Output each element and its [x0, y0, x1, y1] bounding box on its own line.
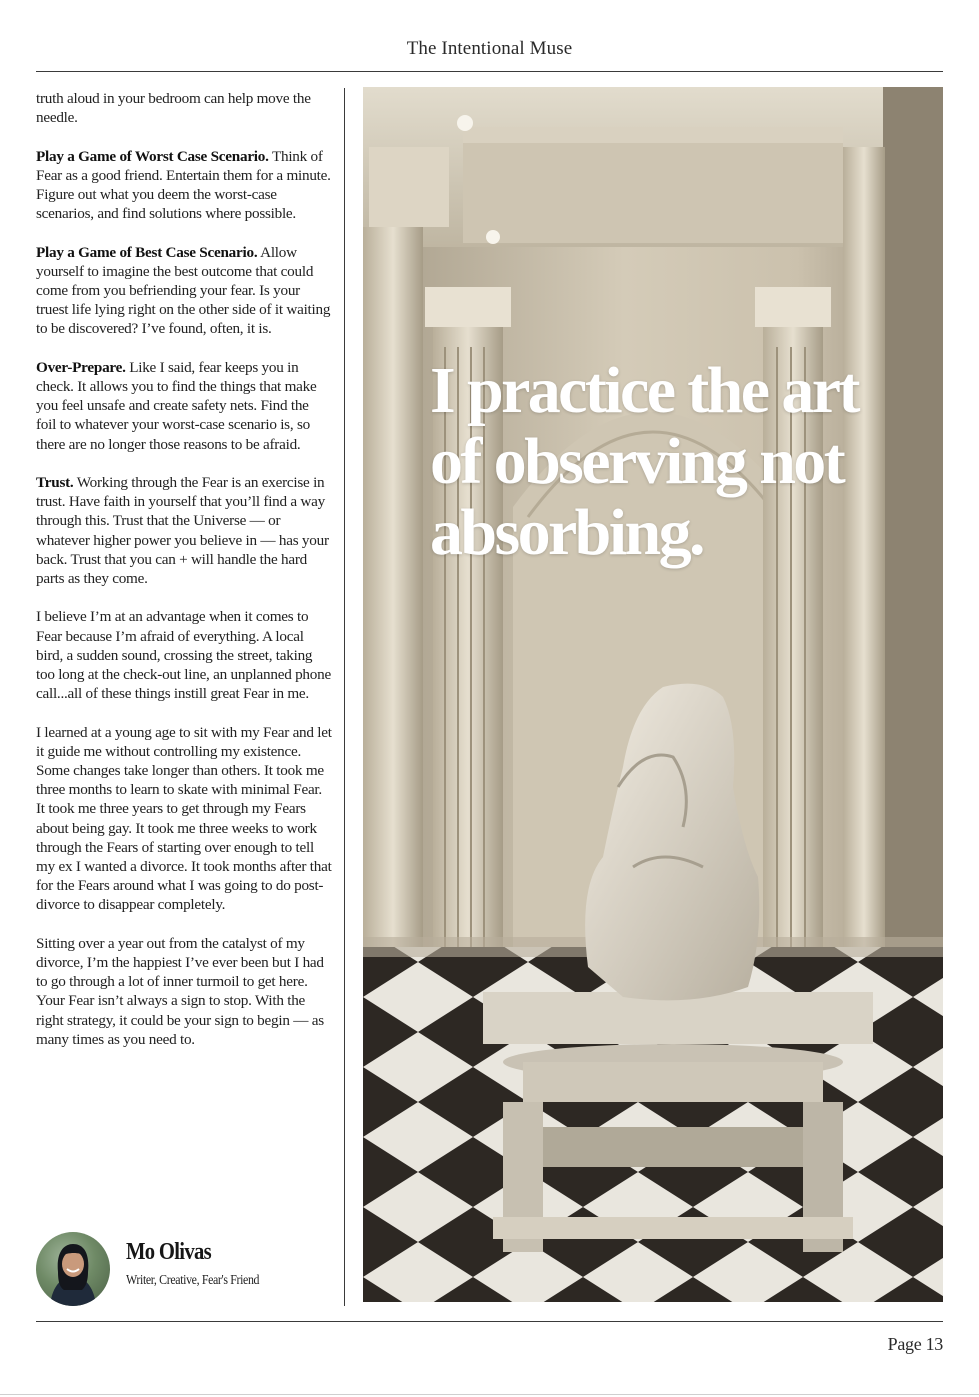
article-paragraph	[36, 723, 332, 915]
paragraph-text: Like I said, fear keeps you in check. It allows you to find the things that make you feel unsafe and create safety nets. Find the foil to whatever your worst-case scenario is, so there are no longer those reasons to be afraid.	[36, 358, 317, 453]
paragraph-lead: Play a Game of Best Case Scenario.	[36, 243, 258, 261]
feature-photo	[363, 87, 943, 1302]
article-paragraph	[36, 473, 332, 588]
article-paragraph	[36, 243, 332, 339]
footer-divider	[36, 1321, 943, 1322]
header-divider	[36, 71, 943, 72]
page-edge	[0, 1394, 979, 1395]
article-paragraph	[36, 934, 332, 1049]
author-avatar	[36, 1232, 110, 1306]
paragraph-lead: Trust.	[36, 474, 74, 491]
article-body	[36, 89, 332, 1068]
paragraph-text: Think of Fear as a good friend. Entertain them for a minute. Figure out what you deem the worst-case scenarios, and find solutions where possible.	[36, 147, 331, 223]
paragraph-text: Allow yourself to imagine the best outcome that could come from you befriending your fear. Is your truest life lying right on the other side of it waiting to be discovered? I’ve found, often, it is.	[36, 243, 331, 338]
paragraph-text: Working through the Fear is an exercise in trust. Have faith in yourself that you’ll find a way through this. Trust that the Universe — or whatever higher power you believe in — has your back. Trust that you can + will handle the hard parts as they come.	[36, 474, 329, 588]
gallery-sculpture-illustration	[363, 87, 943, 1302]
article-paragraph	[36, 358, 332, 454]
author-portrait-icon	[36, 1232, 110, 1306]
author-byline	[36, 1232, 336, 1308]
paragraph-lead: Over-Prepare.	[36, 358, 126, 376]
page-number: Page 13	[887, 1334, 943, 1354]
paragraph-lead: Play a Game of Worst Case Scenario.	[36, 147, 269, 165]
publication-title: The Intentional Muse	[406, 38, 573, 59]
pull-quote: I practice the art of observing not absorbing.	[430, 354, 858, 569]
column-divider	[344, 88, 345, 1306]
article-paragraph	[36, 89, 332, 127]
article-paragraph	[36, 607, 332, 703]
paragraph-text: Sitting over a year out from the catalyst of my divorce, I’m the happiest I’ve ever been but I had to go through a lot of inner turmoil to get here. Your Fear isn’t always a sign to stop. With the right strategy, it could be your sign to begin — as many times as you need to.	[36, 934, 324, 1048]
author-name: Mo Olivas	[126, 1239, 211, 1265]
author-role: Writer, Creative, Fear's Friend	[126, 1272, 260, 1287]
article-paragraph	[36, 147, 332, 224]
paragraph-text: truth aloud in your bedroom can help move the needle.	[36, 90, 311, 127]
paragraph-text: I believe I’m at an advantage when it comes to Fear because I’m afraid of everything. A local bird, a sudden sound, crossing the street, taking too long at the check-out line, an unplanned phone call...all of these things instill great Fear in me.	[36, 608, 331, 703]
paragraph-text: I learned at a young age to sit with my Fear and let it guide me without controlling my existence. Some changes take longer than others. It took me three months to learn to skate with minimal Fear. It took me three years to get through my Fears about being gay. It took me three weeks to work through the Fears of starting over enough to tell my ex I wanted a divorce. It took months after that for the Fears around what I was going to do post-divorce to disappear completely.	[36, 723, 332, 914]
